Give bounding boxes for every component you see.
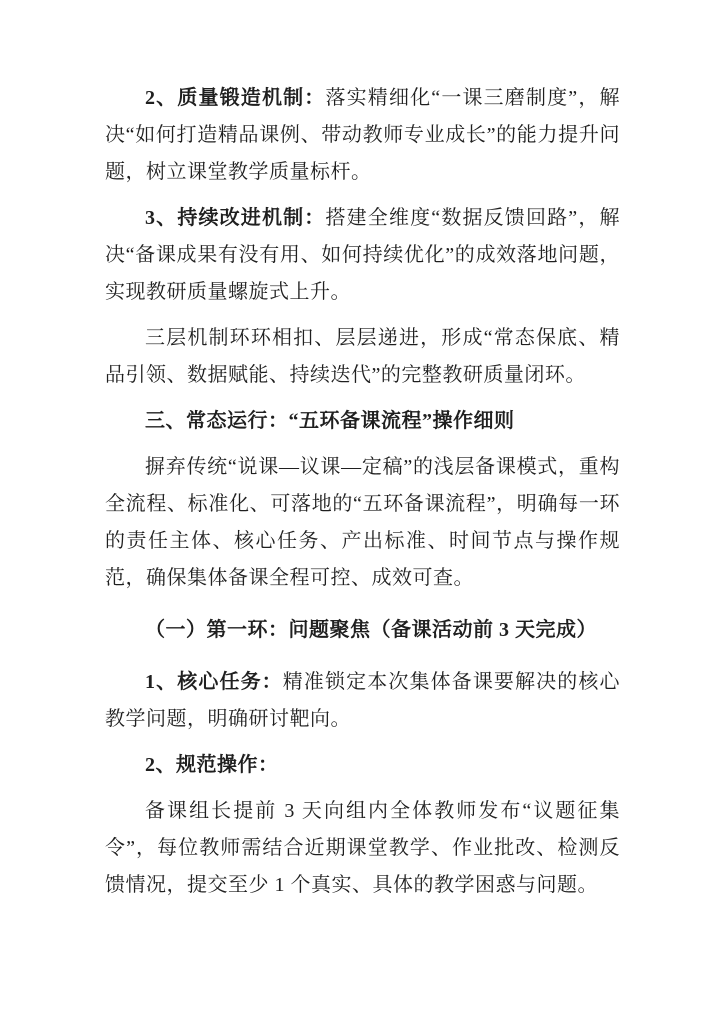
paragraph-improvement-mechanism (105, 200, 620, 311)
paragraph-lead-label: 1、核心任务： (145, 671, 283, 693)
heading-text: 三、常态运行：“五环备课流程”操作细则 (145, 410, 515, 432)
minor-heading-text: 2、规范操作： (145, 754, 279, 776)
paragraph-topic-collection (105, 793, 620, 904)
paragraph-quality-mechanism (105, 80, 620, 191)
paragraph-lead-label: 2、质量锻造机制： (145, 87, 326, 109)
paragraph-three-mechanisms-summary (105, 320, 620, 394)
section-heading-normal-operation (105, 403, 620, 440)
paragraph-five-ring-process-intro (105, 449, 620, 597)
paragraph-text: 搭建全维度“数据反馈回路”，解决“备课成果有没有用、如何持续优化”的成效落地问题，实现教研质量螺旋式上升。 (105, 207, 620, 303)
paragraph-text: 备课组长提前 3 天向组内全体教师发布“议题征集令”，每位教师需结合近期课堂教学、作业批改、检测反馈情况，提交至少 1 个真实、具体的教学困惑与问题。 (105, 800, 620, 896)
paragraph-core-task (105, 664, 620, 738)
paragraph-text: 摒弃传统“说课—议课—定稿”的浅层备课模式，重构全流程、标准化、可落地的“五环备课流程”，明确每一环的责任主体、核心任务、产出标准、时间节点与操作规范，确保集体备课全程可控、成效可查。 (105, 456, 620, 589)
minor-heading-standard-operation (105, 747, 620, 784)
paragraph-text: 精准锁定本次集体备课要解决的核心教学问题，明确研讨靶向。 (105, 671, 621, 730)
paragraph-lead-label: 3、持续改进机制： (145, 207, 326, 229)
subsection-heading-first-ring (105, 612, 620, 649)
paragraph-text: 落实精细化“一课三磨制度”，解决“如何打造精品课例、带动教师专业成长”的能力提升问题，树立课堂教学质量标杆。 (105, 87, 620, 183)
paragraph-text: 三层机制环环相扣、层层递进，形成“常态保底、精品引领、数据赋能、持续迭代”的完整教研质量闭环。 (105, 327, 620, 386)
subheading-text: （一）第一环：问题聚焦（备课活动前 3 天完成） (145, 619, 597, 641)
